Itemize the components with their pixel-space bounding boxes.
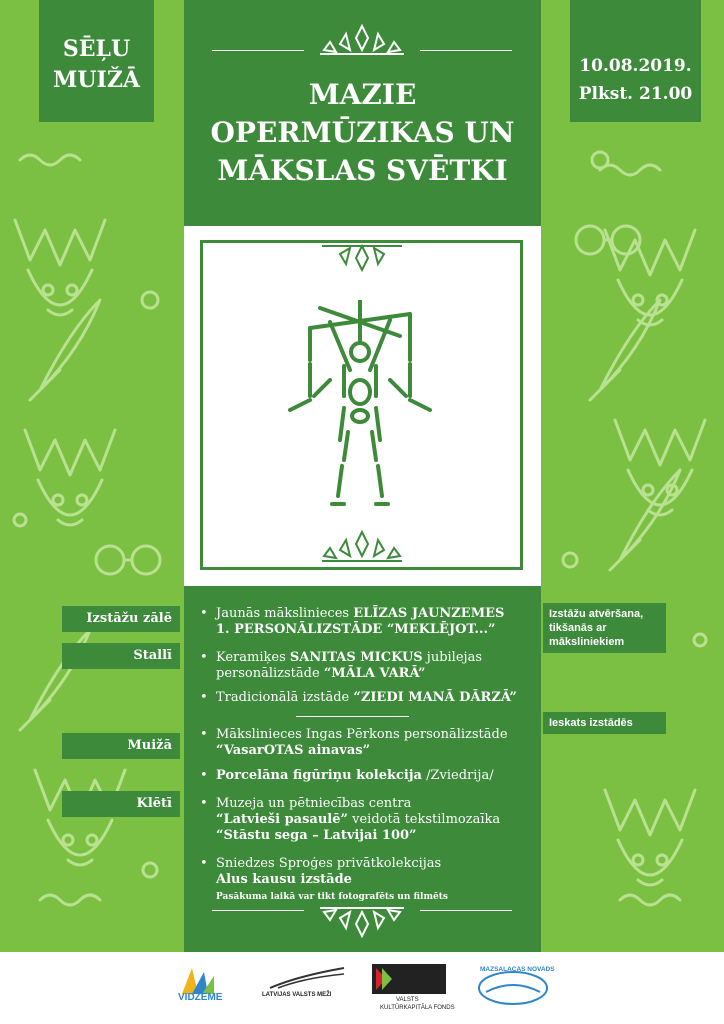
title-line2: OPERMŪZIKAS UN <box>210 116 515 149</box>
venue-line1: SĒĻU <box>62 36 131 62</box>
lvm-logo-text: LATVIJAS VALSTS MEŽI <box>262 992 332 998</box>
marionette-icon <box>270 300 450 520</box>
jester-mask-icon <box>615 420 705 515</box>
title-rule-left <box>212 50 304 51</box>
label-muiza: Muižā <box>62 733 180 759</box>
vkkf-logo-icon <box>372 964 446 994</box>
poster-title <box>184 76 541 190</box>
title-line3: MĀKSLAS SVĒTKI <box>217 154 508 187</box>
venue-line2: MUIŽĀ <box>53 67 140 93</box>
wave-icon <box>20 155 80 165</box>
mazsalaca-logo-text: MAZSALACAS NOVADS <box>480 966 555 973</box>
note-opening: Izstāžu atvēršana, tikšanās ar māksliniekiem <box>543 603 666 653</box>
event-time: Plkst. 21.00 <box>578 84 693 104</box>
bottom-rule-right <box>420 910 512 911</box>
wave-icon <box>600 165 660 175</box>
floral-ornament-icon <box>316 22 408 58</box>
vkkf-logo-text-2: KULTŪRKAPITĀLA FONDS <box>380 1005 455 1011</box>
photo-notice: Pasākuma laikā var tikt fotografēts un filmēts <box>216 892 448 902</box>
vkkf-logo-text-1: VALSTS <box>396 997 419 1003</box>
note-viewing: Ieskats izstādēs <box>543 712 666 734</box>
title-line1: MAZIE <box>308 78 417 111</box>
sponsor-footer <box>0 952 724 1024</box>
title-rule-right <box>420 50 512 51</box>
floral-ornament-icon <box>318 244 406 274</box>
label-izstazu-zale: Izstāžu zālē <box>62 606 180 632</box>
label-kleti: Klētī <box>62 791 180 817</box>
label-stalli: Stallī <box>62 643 180 669</box>
floral-ornament-icon <box>318 530 406 564</box>
jester-mask-icon <box>25 430 115 525</box>
jester-mask-icon <box>35 770 125 865</box>
jester-mask-icon <box>605 790 695 885</box>
vidzeme-logo-text: VIDZEME <box>178 992 223 1003</box>
jester-mask-icon <box>15 220 105 315</box>
binoculars-icon <box>96 546 160 574</box>
lvm-logo-icon <box>268 966 346 990</box>
bottom-rule-left <box>212 910 304 911</box>
event-date: 10.08.2019. <box>579 56 692 76</box>
venue-box <box>39 0 154 122</box>
floral-ornament-icon <box>316 904 408 940</box>
date-box <box>570 0 701 122</box>
wave-icon <box>40 895 100 905</box>
divider-1 <box>296 716 409 717</box>
wave-icon <box>620 895 680 905</box>
